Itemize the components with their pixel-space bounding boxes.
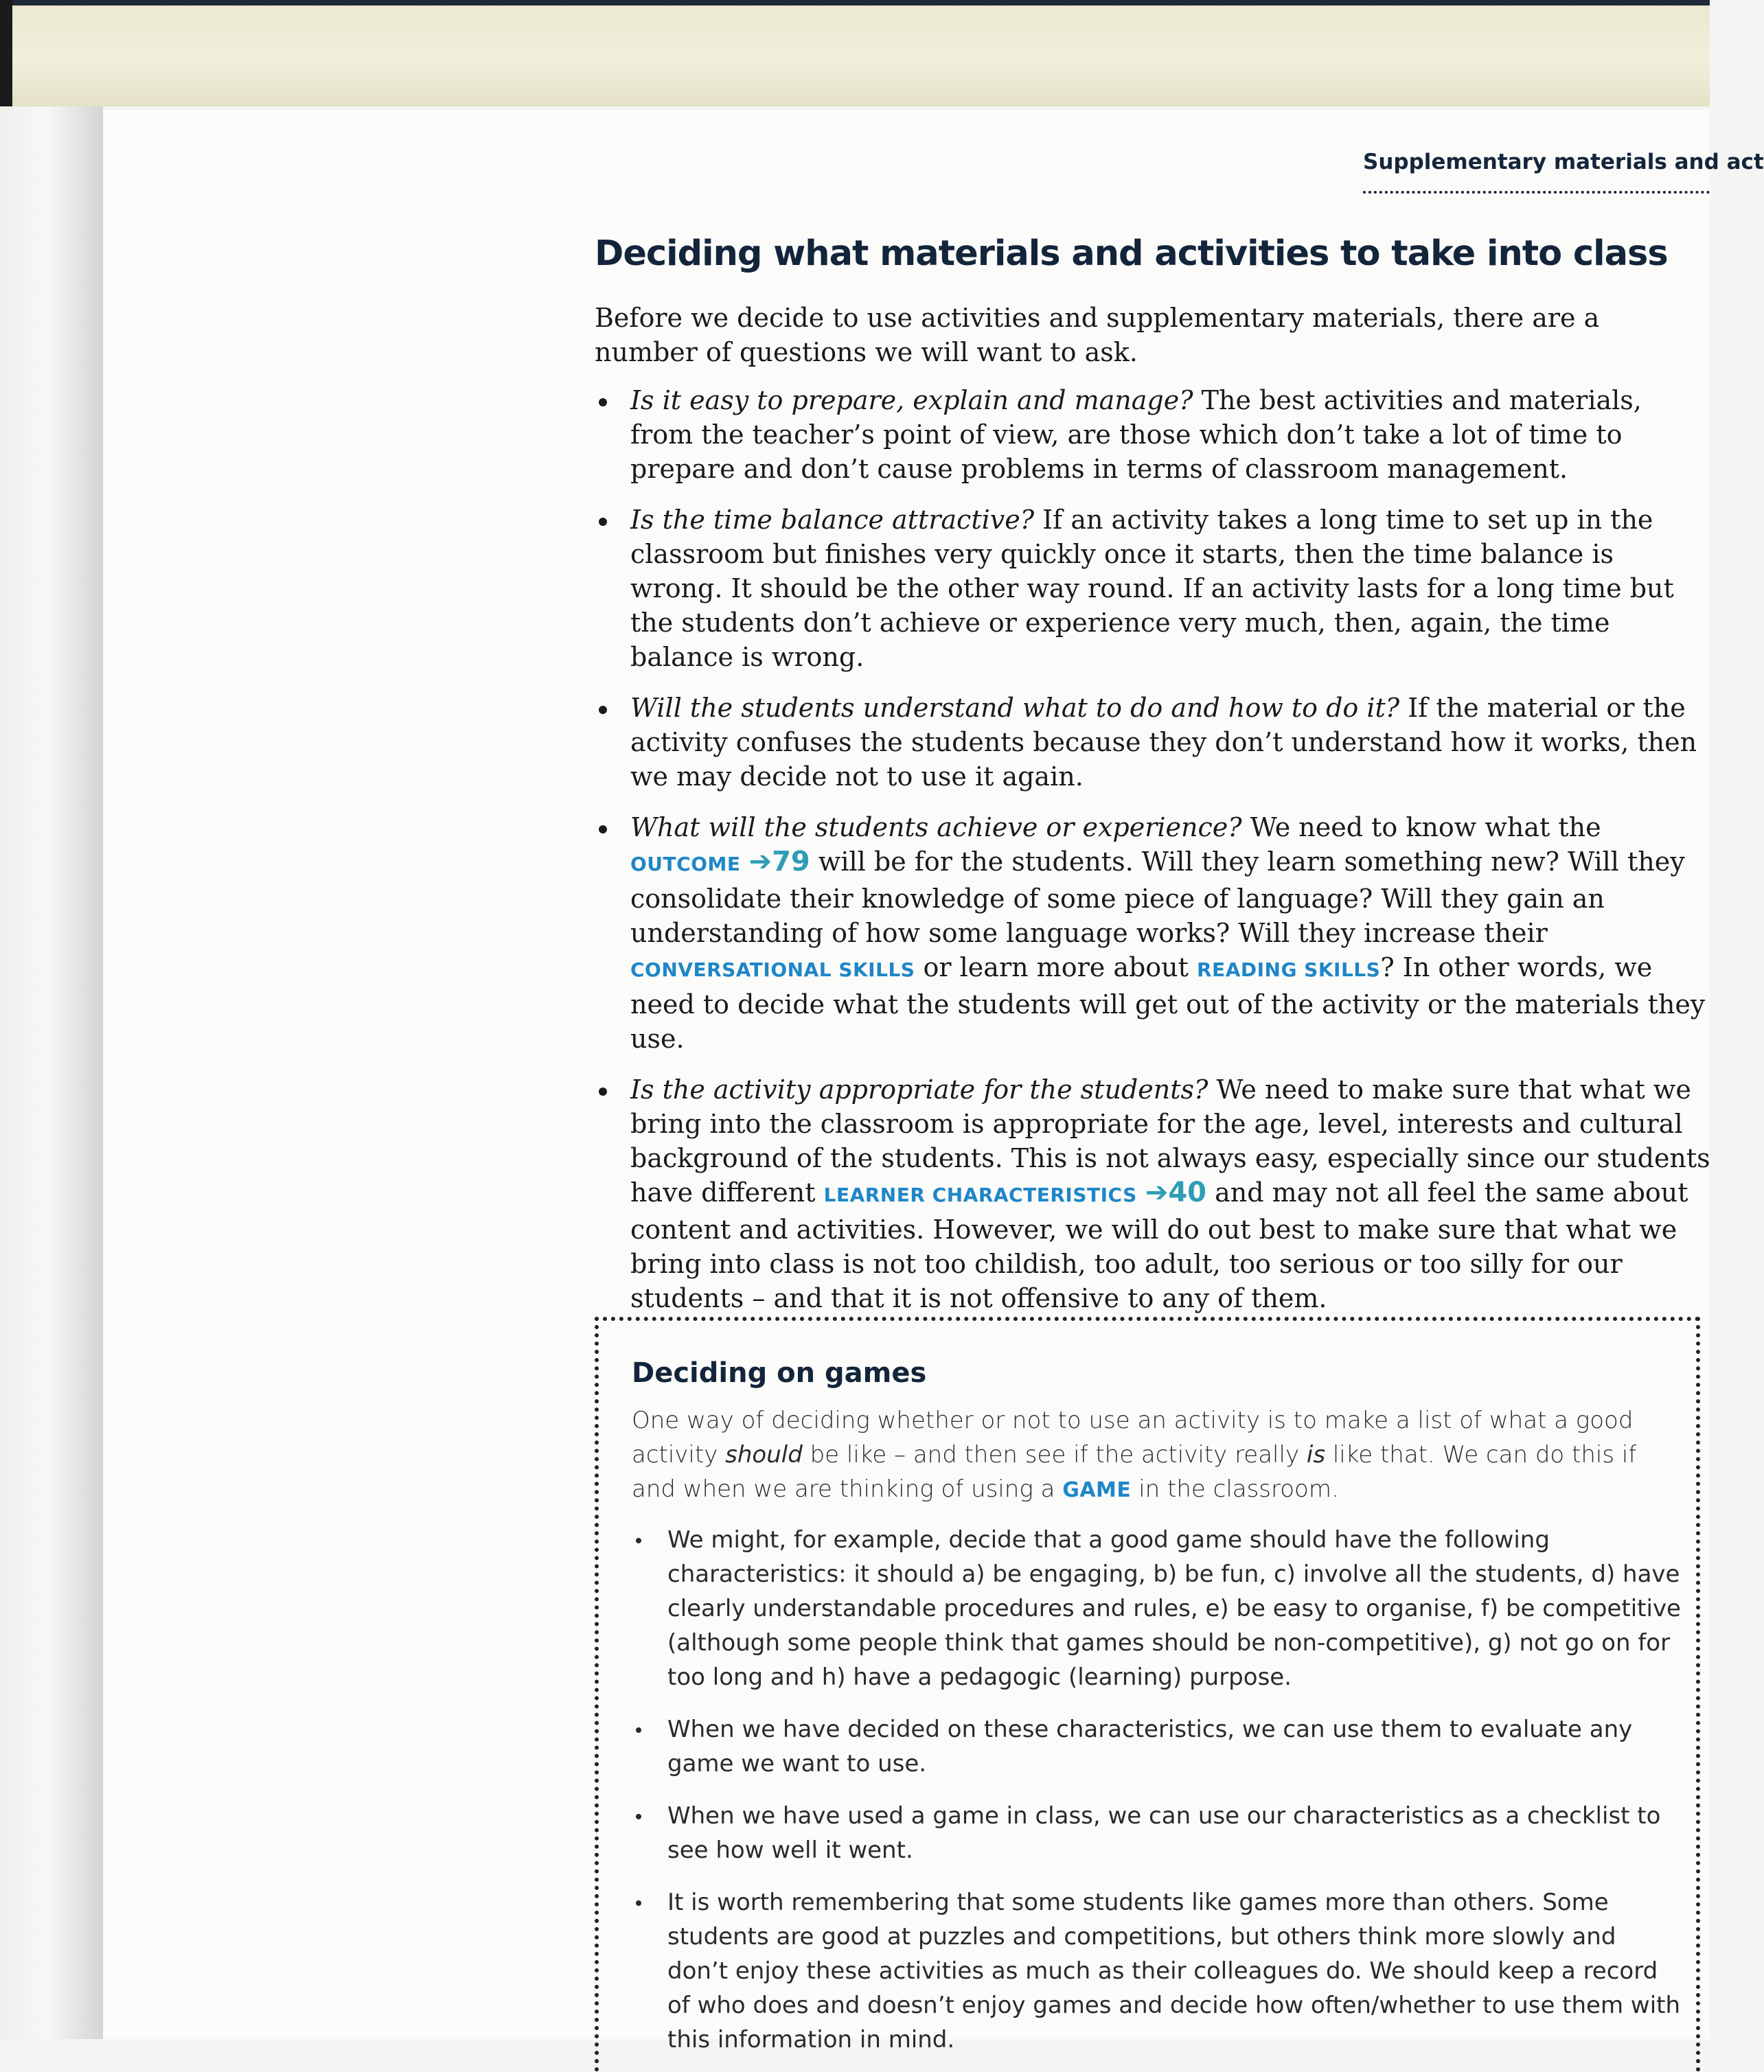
box-lead-emphasis: is [1306, 1441, 1326, 1469]
list-item [595, 383, 1711, 486]
bullet-question: Is it easy to prepare, explain and manage? [630, 385, 1193, 415]
xref-conversational-skills[interactable]: CONVERSATIONAL SKILLS [630, 958, 915, 981]
list-item [595, 1072, 1711, 1315]
question-list [595, 383, 1710, 1315]
xref-reading-skills[interactable]: READING SKILLS [1197, 958, 1381, 981]
xref-learner-characteristics[interactable]: LEARNER CHARACTERISTICS [823, 1184, 1137, 1206]
box-list-item: When we have used a game in class, we can use our characteristics as a checklist to see how well it went. [632, 1799, 1684, 1867]
bullet-question: Is the activity appropriate for the students? [630, 1074, 1209, 1105]
book-gutter [0, 106, 103, 2039]
bullet-text: ? In other words, we need to decide what the students will get out of the activity or the materials they use. [630, 952, 1706, 1054]
bullet-text: will be for the students. Will they learn something new? Will they consolidate their knowledge of some piece of language? Will they gain an understanding of how some language works? Will they increase their [630, 847, 1685, 948]
games-box [595, 1317, 1700, 2072]
xref-outcome-page[interactable]: ➔79 [748, 846, 810, 877]
box-lead-emphasis: should [725, 1441, 803, 1469]
box-list-item: It is worth remembering that some students like games more than others. Some students are good at puzzles and competitions, but others think more slowly and don’t enjoy these activities as much as their colleagues do. We should keep a record of who does and doesn’t enjoy games and decide how often/whether to use them with this information in mind. [632, 1885, 1684, 2057]
xref-outcome[interactable]: OUTCOME [630, 853, 741, 875]
intro-paragraph: Before we decide to use activities and supplementary materials, there are a number of questions we will want to ask. [595, 303, 1600, 367]
main-content [595, 227, 1710, 1332]
bullet-text: If the material or the activity confuses the students because they don’t understand how it works, then we may decide not to use it again. [630, 693, 1697, 792]
box-lead-text: like that. We can do this if and when we are thinking of using a [632, 1441, 1637, 1503]
bullet-text: or learn more about [915, 952, 1197, 982]
xref-game[interactable]: GAME [1062, 1478, 1132, 1502]
scan-top-band [0, 0, 1710, 106]
box-lead-text: be like – and then see if the activity really [802, 1441, 1307, 1469]
box-lead-paragraph [632, 1403, 1669, 1508]
list-item [595, 691, 1711, 794]
box-title: Deciding on games [632, 1357, 927, 1389]
scan-left-edge [0, 0, 12, 106]
bullet-text: If an activity takes a long time to set up in the classroom but finishes very quickly once it starts, then the time balance is wrong. It should be the other way round. If an activity lasts for a long time but the students don’t achieve or experience very much, then, again, the time balance is wrong. [630, 505, 1674, 672]
box-list-item: We might, for example, decide that a good game should have the following characteristics: it should a) be engaging, b) be fun, c) involve all the students, d) have clearly understandable procedures and rules, e) be easy to organise, f) be competitive (although some people think that games should be non-competitive), g) not go on for too long and h) have a pedagogic (learning) purpose. [632, 1523, 1684, 1694]
bullet-question: Will the students understand what to do and how to do it? [630, 693, 1400, 723]
list-item [595, 503, 1711, 674]
bullet-text: We need to make sure that what we bring into the classroom is appropriate for the age, level, interests and cultural background of the students. This is not always easy, especially since our students have different [630, 1074, 1710, 1208]
bullet-question: Is the time balance attractive? [630, 505, 1035, 535]
box-list [632, 1523, 1681, 2057]
bullet-question: What will the students achieve or experience? [630, 812, 1242, 842]
xref-learner-page[interactable]: ➔40 [1145, 1177, 1207, 1208]
box-list-item: When we have decided on these characteristics, we can use them to evaluate any game we want to use. [632, 1712, 1684, 1781]
page-title: Deciding what materials and activities to take into class [595, 233, 1668, 274]
box-lead-text: One way of deciding whether or not to use an activity is to make a list of what a good activity [632, 1407, 1634, 1469]
bullet-text: and may not all feel the same about content and activities. However, we will do out best to make sure that what we bring into class is not too childish, too adult, too serious or too silly for our students – and that it is not offensive to any of them. [630, 1177, 1688, 1313]
running-head: Supplementary materials and act [1363, 150, 1710, 194]
scan-top-edge [0, 0, 1710, 5]
bullet-text: We need to know what the [1241, 812, 1601, 842]
bullet-text: The best activities and materials, from the teacher’s point of view, are those which don’t take a lot of time to prepare and don’t cause problems in terms of classroom management. [630, 385, 1642, 484]
list-item [595, 810, 1711, 1056]
box-lead-text: in the classroom. [1131, 1475, 1339, 1503]
